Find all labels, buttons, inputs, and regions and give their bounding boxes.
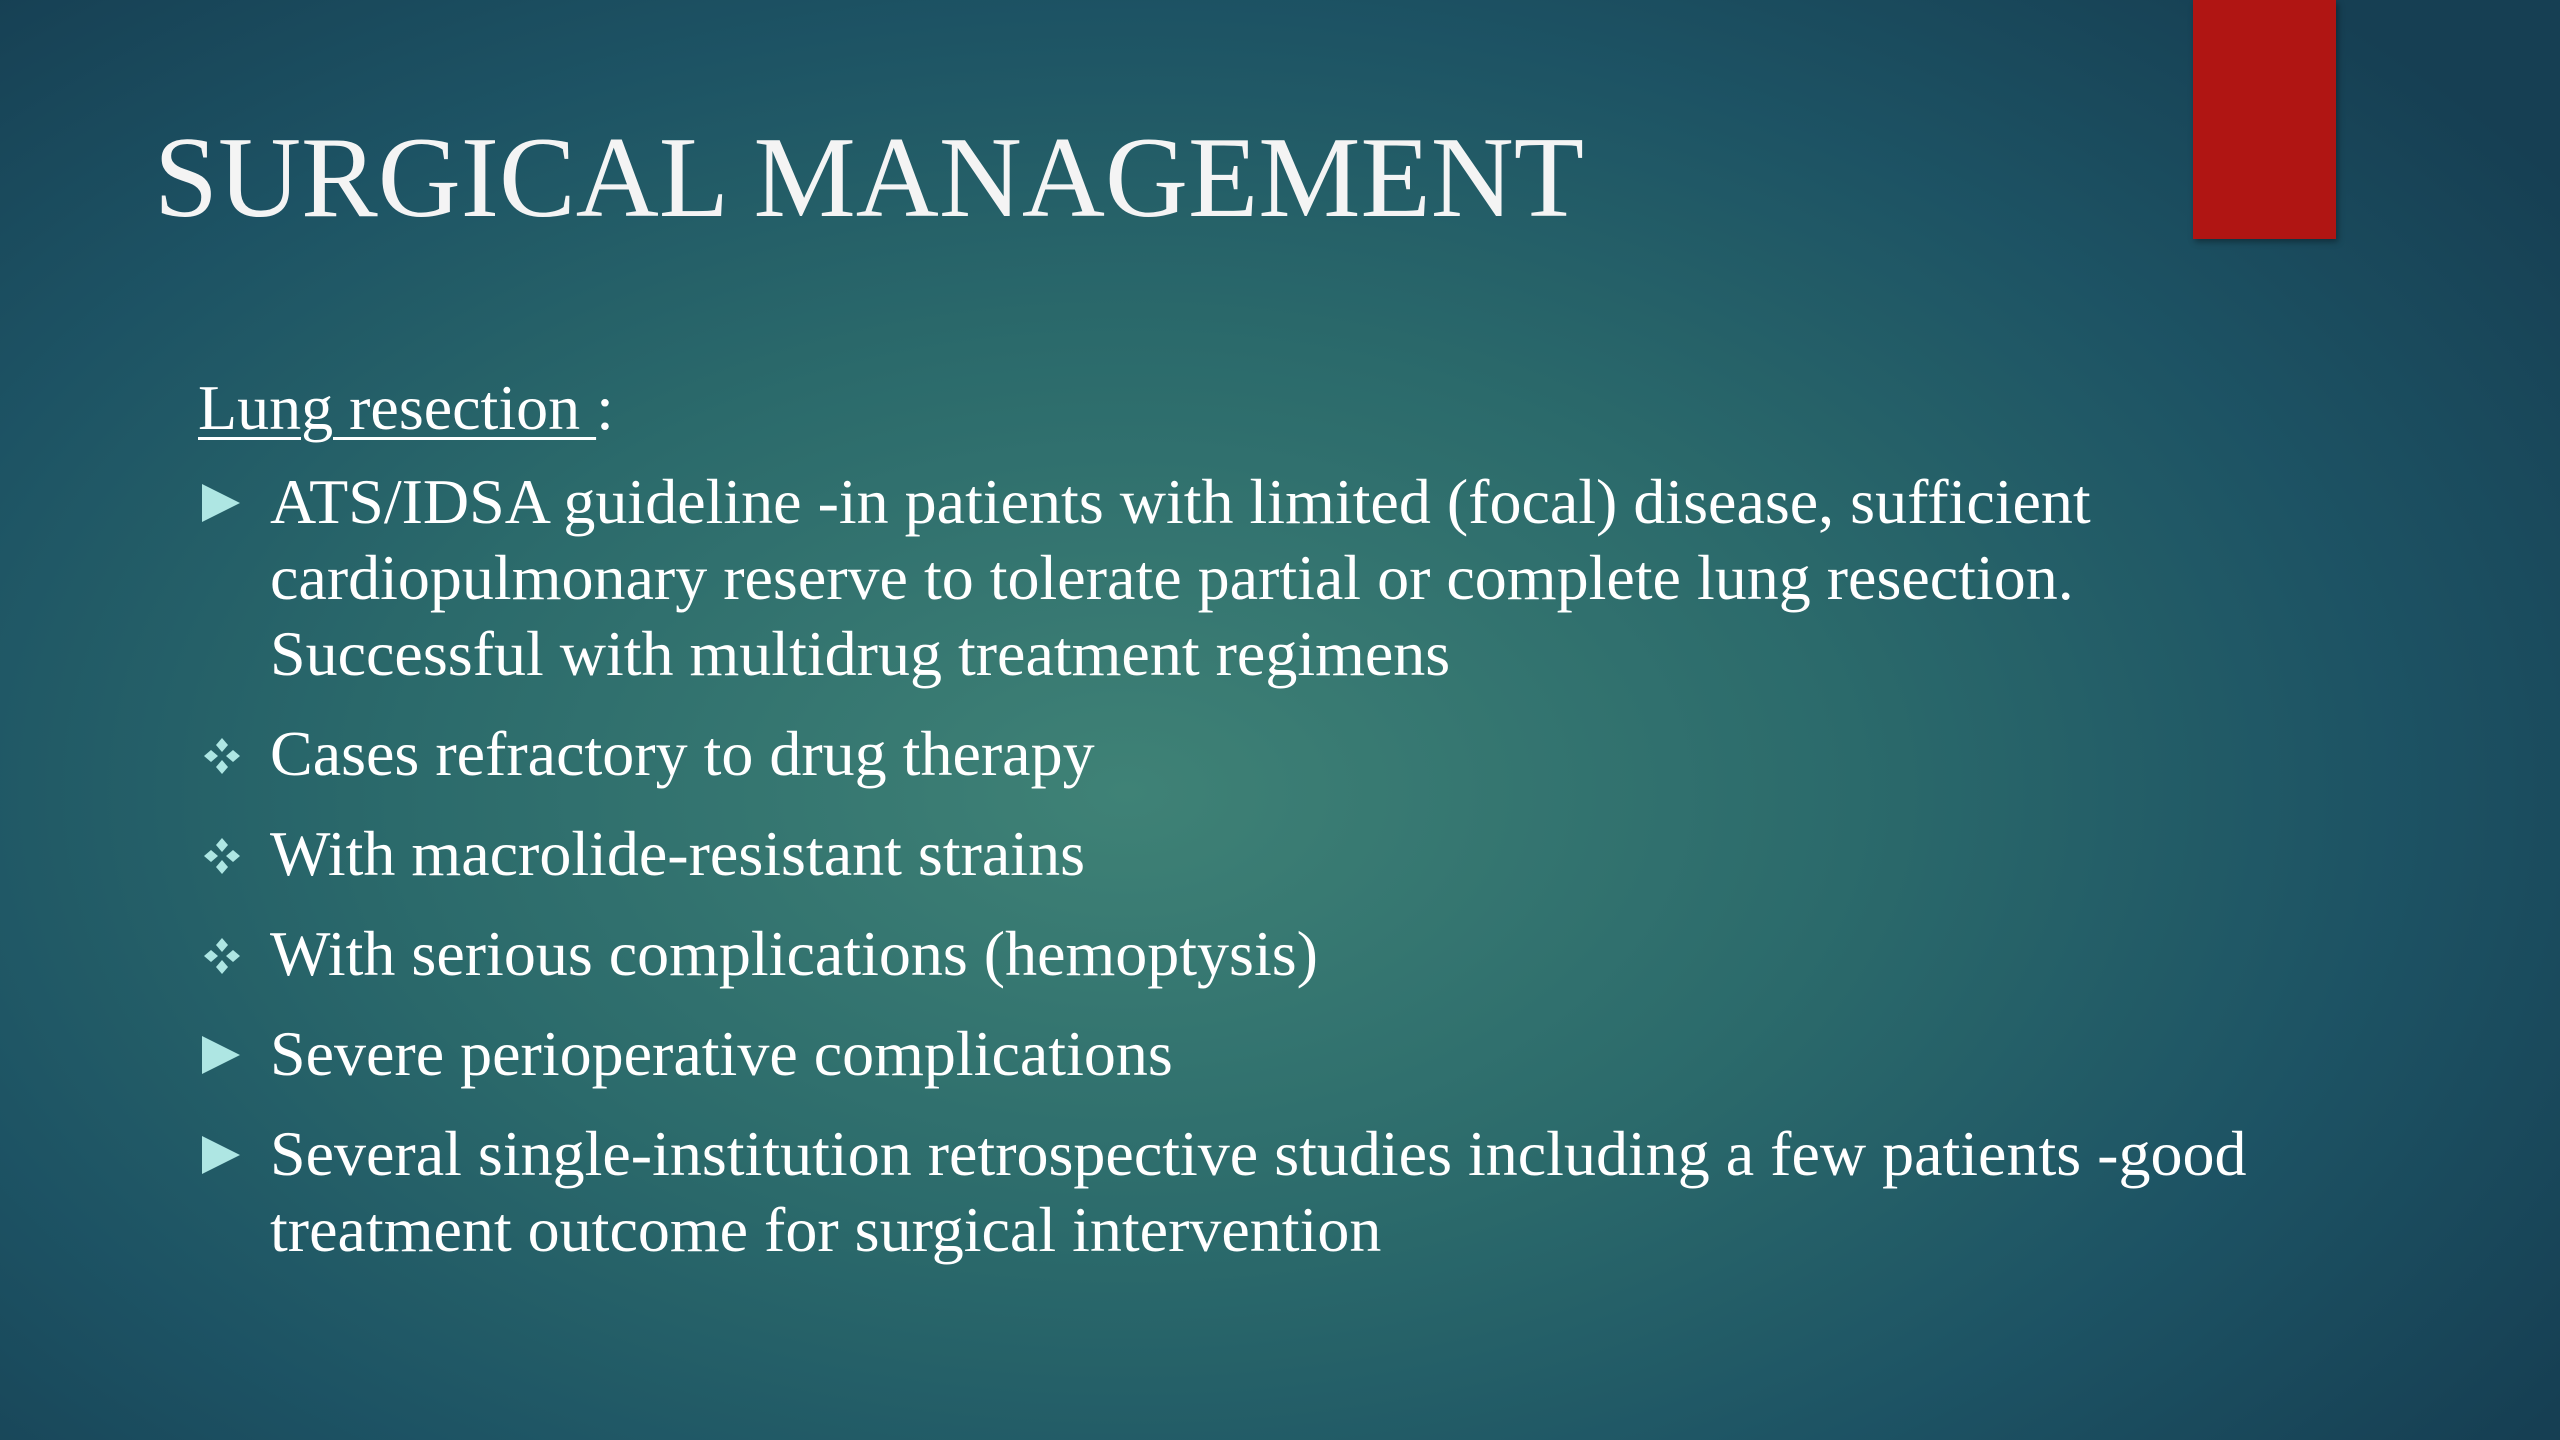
- triangle-bullet-icon: [198, 464, 248, 540]
- accent-bar: [2193, 0, 2336, 239]
- slide-title: SURGICAL MANAGEMENT: [154, 114, 1585, 241]
- bullet-list: [198, 464, 2438, 1268]
- bullet-item: [198, 464, 2438, 692]
- bullet-line: treatment outcome for surgical intervention: [270, 1194, 1382, 1265]
- bullet-line: ATS/IDSA guideline -in patients with limited (focal) disease, sufficient: [270, 466, 2091, 537]
- bullet-item: [198, 716, 2438, 792]
- bullet-item: [198, 1016, 2438, 1092]
- bullet-item: [198, 1116, 2438, 1268]
- bullet-line: Successful with multidrug treatment regimens: [270, 618, 1451, 689]
- diamond-bullet-icon: [198, 916, 248, 992]
- triangle-bullet-icon: [198, 1016, 248, 1092]
- bullet-line: Several single-institution retrospective studies including a few patients -good: [270, 1118, 2247, 1189]
- diamond-bullet-icon: [198, 716, 248, 792]
- bullet-line: Severe perioperative complications: [270, 1018, 1173, 1089]
- diamond-bullet-icon: [198, 816, 248, 892]
- triangle-bullet-icon: [198, 1116, 248, 1192]
- subheading-text: Lung resection: [198, 372, 597, 443]
- bullet-item: [198, 916, 2438, 992]
- slide-content: [198, 368, 2438, 1292]
- bullet-line: With macrolide-resistant strains: [270, 818, 1085, 889]
- subheading-colon: :: [596, 372, 614, 443]
- bullet-line: With serious complications (hemoptysis): [270, 918, 1318, 989]
- subheading: [198, 368, 2438, 448]
- bullet-line: Cases refractory to drug therapy: [270, 718, 1095, 789]
- bullet-item: [198, 816, 2438, 892]
- bullet-line: cardiopulmonary reserve to tolerate partial or complete lung resection.: [270, 542, 2074, 613]
